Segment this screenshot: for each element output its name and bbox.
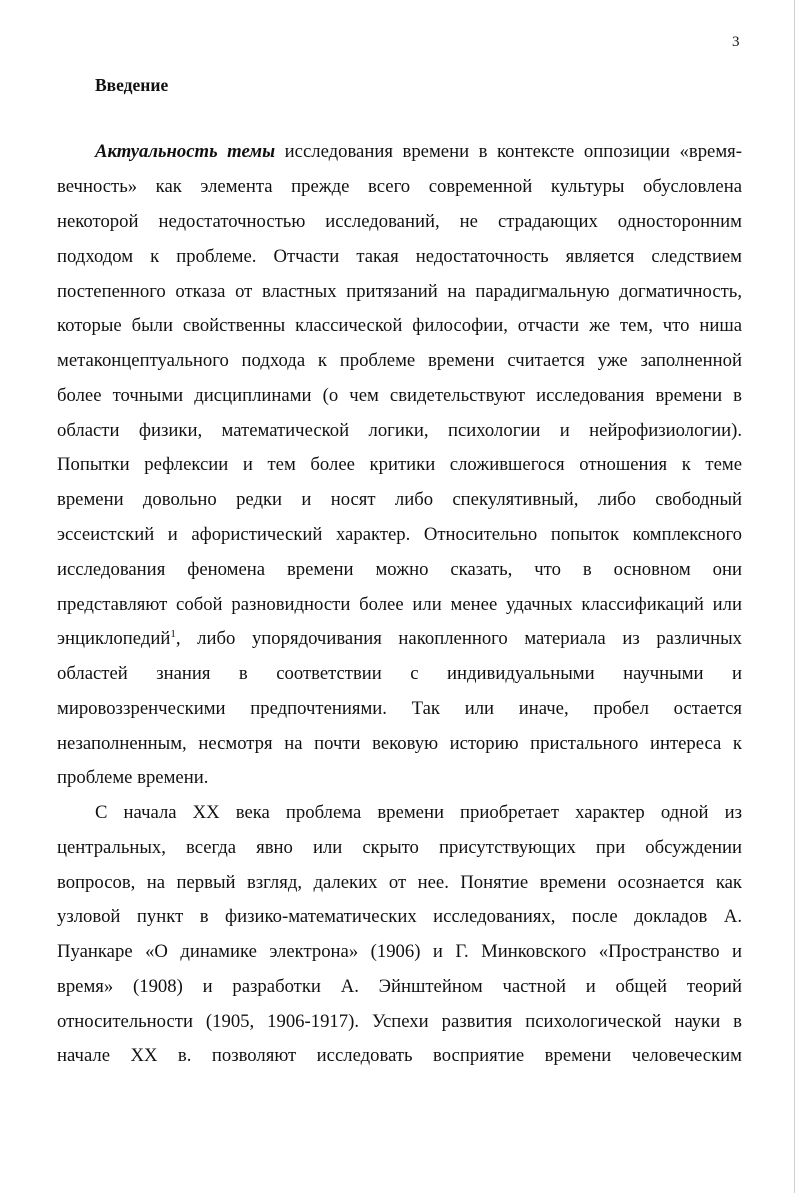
paragraph-1-first-line-text: исследования времени в контексте оппозиции «время- (284, 141, 742, 162)
paragraph-1-line: времени довольно редки и носят либо спекулятивный, либо свободный (57, 489, 742, 510)
paragraph-1-line: эссеистский и афористический характер. Относительно попыток комплексного (57, 524, 742, 545)
paragraph-2-line: время» (1908) и разработки А. Эйнштейном частной и общей теорий (57, 976, 742, 997)
section-heading: Введение (95, 75, 169, 95)
paragraph-1-last-line: проблеме времени. (57, 767, 209, 788)
scan-edge (794, 0, 795, 1193)
paragraph-2-line: относительности (1905, 1906-1917). Успехи развития психологической науки в (57, 1011, 742, 1032)
paragraph-2-line: центральных, всегда явно или скрыто присутствующих при обсуждении (57, 837, 742, 858)
topic-relevance-emphasis: Актуальность темы (95, 141, 276, 162)
footnote-word: энциклопедий (57, 628, 171, 649)
paragraph-1-line: которые были свойственны классической философии, отчасти же тем, что ниша (57, 315, 742, 336)
paragraph-1-line: подходом к проблеме. Отчасти такая недостаточность является следствием (57, 246, 742, 267)
paragraph-1-line: незаполненным, несмотря на почти вековую историю пристального интереса к (57, 733, 742, 754)
paragraph-1-line: исследования феномена времени можно сказать, что в основном они (57, 559, 742, 580)
paragraph-1-line: постепенного отказа от властных притязаний на парадигмальную догматичность, (57, 281, 742, 302)
paragraph-2-line: вопросов, на первый взгляд, далеких от нее. Понятие времени осознается как (57, 872, 742, 893)
paragraph-1-line: более точными дисциплинами (о чем свидетельствуют исследования времени в (57, 385, 742, 406)
paragraph-1-line: представляют собой разновидности более или менее удачных классификаций или (57, 594, 742, 615)
paragraph-2-line: начале XX в. позволяют исследовать восприятие времени человеческим (57, 1045, 742, 1066)
paragraph-1-line (57, 628, 742, 650)
paragraph-1-line: Попытки рефлексии и тем более критики сложившегося отношения к теме (57, 454, 742, 475)
paragraph-1-line: областей знания в соответствии с индивидуальными научными и (57, 663, 742, 684)
paragraph-2-line: Пуанкаре «О динамике электрона» (1906) и Г. Минковского «Пространство и (57, 941, 742, 962)
paragraph-2-line: С начала XX века проблема времени приобретает характер одной из (95, 802, 742, 823)
paragraph-1-line: мировоззренческими предпочтениями. Так или иначе, пробел остается (57, 698, 742, 719)
footnote-reference[interactable]: 1 (170, 627, 176, 640)
paragraph-1-line: некоторой недостаточностью исследований, не страдающих односторонним (57, 211, 742, 232)
paragraph-1-line: метаконцептуального подхода к проблеме времени считается уже заполненной (57, 350, 742, 371)
paragraph-2-line: узловой пункт в физико-математических исследованиях, после докладов А. (57, 906, 742, 927)
footnote-line-rest: , либо упорядочивания накопленного материала из различных (175, 628, 742, 649)
page-number: 3 (732, 34, 740, 50)
paragraph-1-line: вечность» как элемента прежде всего современной культуры обусловлена (57, 176, 742, 197)
paragraph-1-line (95, 141, 742, 163)
paragraph-1-line: области физики, математической логики, психологии и нейрофизиологии). (57, 420, 742, 441)
